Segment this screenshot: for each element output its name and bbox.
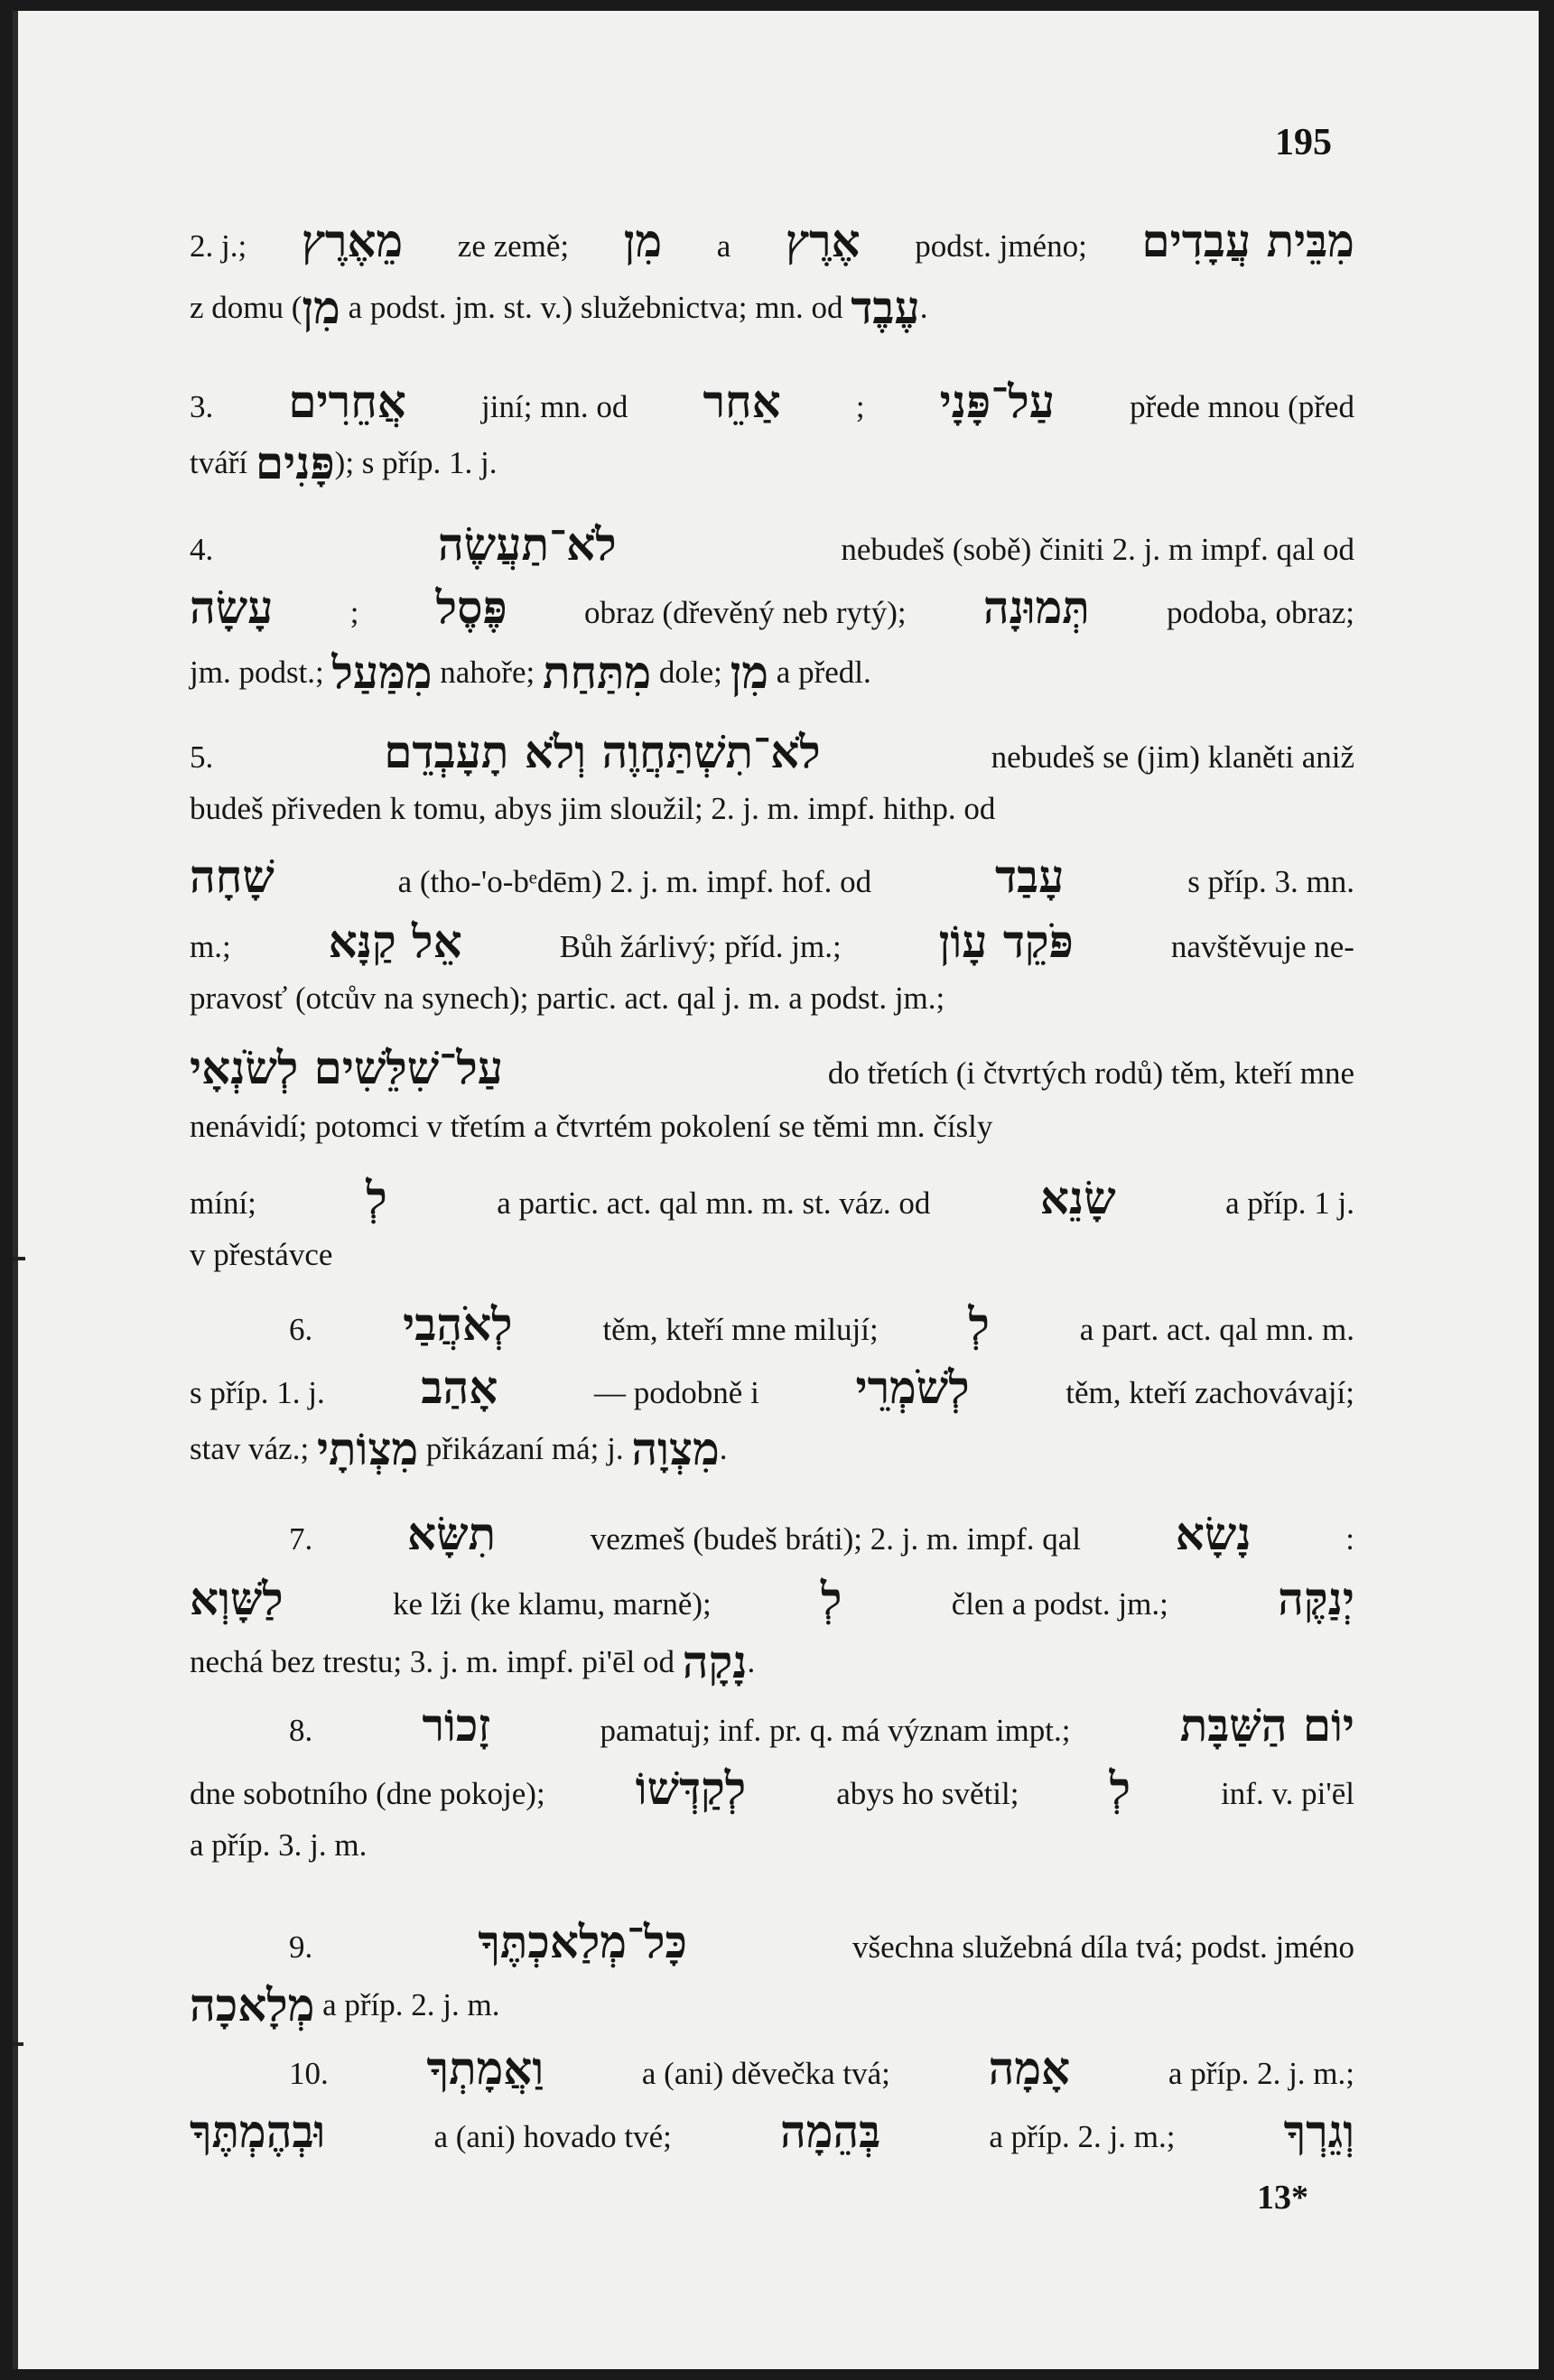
- line-19: [190, 1422, 1354, 1475]
- line-9: [190, 793, 1354, 824]
- hebrew-word: לְשֹׁמְרֵי: [855, 1361, 970, 1414]
- hebrew-word: מִצְוָה: [631, 1422, 720, 1475]
- text: a předl.: [768, 655, 871, 690]
- line-14: [190, 1111, 1354, 1142]
- hebrew-word: פָּנִים: [255, 436, 335, 489]
- text: 3.: [190, 389, 214, 424]
- hebrew-word: מֵאֶרֶץ: [301, 214, 404, 267]
- text: pamatuj; inf. pr. q. má význam impt.;: [600, 1713, 1071, 1748]
- hebrew-word: זָכוֹר: [422, 1698, 491, 1752]
- hebrew-word: מִן: [623, 214, 663, 267]
- text: člen a podst. jm.;: [951, 1586, 1168, 1622]
- line-20: [289, 1507, 1354, 1560]
- text: 10.: [289, 2056, 329, 2091]
- hebrew-word: עָבַד: [995, 850, 1065, 903]
- text: těm, kteří mne milují;: [602, 1312, 879, 1347]
- text: tváří: [190, 445, 256, 480]
- text: — podobně i: [594, 1375, 759, 1410]
- hebrew-word: וְגֵרְךָ: [1283, 2105, 1354, 2158]
- line-17: [289, 1297, 1354, 1351]
- hebrew-word: עָשָׂה: [190, 581, 274, 634]
- line-15: [190, 1171, 1354, 1224]
- book-page: [13, 11, 1539, 2369]
- text: jm. podst.;: [190, 655, 332, 690]
- hebrew-word: נָשָׂא: [1175, 1507, 1252, 1560]
- line-29: [190, 2105, 1354, 2158]
- hebrew-word: לְקַדְּשׁוֹ: [635, 1762, 747, 1815]
- hebrew-word: יְנַקֶּה: [1278, 1572, 1354, 1625]
- hebrew-word: יוֹם הַשַּׁבָּת: [1179, 1698, 1354, 1752]
- text: podst. jméno;: [915, 228, 1087, 264]
- hebrew-word: עַל־פָּנָי: [939, 375, 1056, 428]
- text: ;: [855, 389, 865, 424]
- hebrew-word: פֶּסֶל: [435, 581, 507, 634]
- line-26: [289, 1915, 1354, 1968]
- text: :: [1345, 1521, 1354, 1557]
- line-6: [190, 581, 1354, 634]
- hebrew-word: שָׂנֵא: [1039, 1171, 1116, 1224]
- text: a partic. act. qal mn. m. st. váz. od: [497, 1185, 931, 1221]
- text: nebudeš (sobě) činiti 2. j. m impf. qal od: [841, 532, 1354, 567]
- hebrew-word: אֵל קַנָּא: [328, 915, 462, 968]
- margin-mark: [13, 1257, 25, 1260]
- hebrew-word: וַאֲמָתְךָ: [426, 2041, 544, 2095]
- text: míní;: [190, 1185, 256, 1221]
- text: ke lži (ke klamu, marně);: [392, 1586, 712, 1622]
- text: 9.: [289, 1929, 313, 1965]
- text: a: [716, 228, 731, 264]
- hebrew-word: לְאֹהֲבַי: [403, 1297, 513, 1351]
- hebrew-word: לֹא־תַעֲשֶׂה: [438, 517, 617, 571]
- text: .: [747, 1644, 756, 1679]
- text: nebudeš se (jim) klaněti aniž: [991, 739, 1354, 775]
- text: přede mnou (před: [1130, 389, 1354, 424]
- line-3: [190, 375, 1354, 428]
- text: a příp. 2. j. m.: [314, 1987, 500, 2022]
- hebrew-word: מִצְוֹתָי: [316, 1422, 419, 1475]
- text: a (ani) děvečka tvá;: [641, 2056, 890, 2091]
- text: nenávidí; potomci v třetím a čtvrtém pokolení se těmi mn. čísly: [190, 1109, 993, 1144]
- hebrew-word: מִמַּעַל: [331, 646, 433, 699]
- line-21: [190, 1572, 1354, 1625]
- line-23: [289, 1698, 1354, 1752]
- text: vezmeš (budeš bráti); 2. j. m. impf. qal: [590, 1521, 1082, 1557]
- text: budeš přiveden k tomu, abys jim sloužil; 2. j. m. impf. hithp. od: [190, 791, 996, 826]
- text: a příp. 3. j. m.: [190, 1827, 368, 1863]
- text: .: [719, 1431, 728, 1466]
- hebrew-word: לְ: [821, 1572, 842, 1625]
- text: všechna služebná díla tvá; podst. jméno: [852, 1929, 1354, 1965]
- text: a příp. 2. j. m.;: [1168, 2056, 1354, 2091]
- line-7: [190, 646, 1354, 699]
- text: 4.: [190, 532, 214, 567]
- signature-mark: 13*: [1257, 2179, 1308, 2217]
- hebrew-word: אָהַב: [421, 1361, 498, 1414]
- hebrew-word: תִשָּׂא: [406, 1507, 496, 1560]
- line-16: [190, 1239, 1354, 1270]
- line-24: [190, 1762, 1354, 1815]
- hebrew-word: אָמָה: [988, 2041, 1071, 2095]
- hebrew-word: פֹּקֵד עָוֹן: [938, 915, 1074, 968]
- hebrew-phrase: עַל־שִׁלֵּשִׁים לְשֹׂנְאָי: [190, 1041, 503, 1094]
- text: obraz (dřevěný neb rytý);: [583, 595, 907, 630]
- line-1: [190, 214, 1354, 267]
- line-13: [190, 1041, 1354, 1094]
- hebrew-phrase: לֹא־תִשְׁתַּחֲוֶה וְלֹא תָעָבְדֵם: [384, 725, 821, 778]
- line-4: [190, 436, 1354, 489]
- line-22: [190, 1635, 1354, 1688]
- hebrew-word: לַשָּׁוְא: [190, 1572, 284, 1625]
- text: s příp. 1. j.: [190, 1375, 325, 1410]
- text: a podst. jm. st. v.) služebnictva; mn. od: [340, 290, 851, 325]
- text: .: [919, 290, 928, 325]
- text: stav váz.;: [190, 1431, 317, 1466]
- text: v přestávce: [190, 1237, 333, 1272]
- text: inf. v. pi'ēl: [1221, 1776, 1354, 1811]
- text: m.;: [190, 929, 231, 964]
- line-5: [190, 517, 1354, 571]
- text: Bůh žárlivý; příd. jm.;: [559, 929, 842, 964]
- text: jiní; mn. od: [481, 389, 628, 424]
- line-27: [190, 1978, 1354, 2031]
- margin-mark: [13, 2042, 23, 2046]
- hebrew-word: מִבֵּית עֲבָדִים: [1141, 214, 1354, 267]
- hebrew-word: מִן: [730, 646, 769, 699]
- text: s příp. 3. mn.: [1187, 864, 1354, 899]
- hebrew-word: וּבְהֶמְתֶּךָ: [190, 2105, 326, 2158]
- text: přikázaní má; j.: [418, 1431, 632, 1466]
- text: 6.: [289, 1312, 313, 1347]
- text: pravosť (otcův na synech); partic. act. qal j. m. a podst. jm.;: [190, 981, 945, 1016]
- hebrew-word: בְּהֵמָה: [779, 2105, 881, 2158]
- text: do třetích (i čtvrtých rodů) těm, kteří mne: [827, 1055, 1354, 1091]
- text: nahoře;: [432, 655, 543, 690]
- hebrew-word: תְּמוּנָה: [982, 581, 1090, 634]
- hebrew-word: מִן: [302, 281, 340, 334]
- hebrew-word: אַחֵר: [703, 375, 781, 428]
- text: dne sobotního (dne pokoje);: [190, 1776, 545, 1811]
- text: ); s příp. 1. j.: [334, 445, 498, 480]
- text: a (tho-'o-bᵉdēm) 2. j. m. impf. hof. od: [397, 864, 872, 899]
- text: těm, kteří zachovávají;: [1065, 1375, 1354, 1410]
- text: 8.: [289, 1713, 313, 1748]
- line-12: [190, 982, 1354, 1014]
- line-8: [190, 725, 1354, 778]
- line-2: [190, 281, 1354, 334]
- hebrew-word: אֶרֶץ: [785, 214, 861, 267]
- text: a příp. 2. j. m.;: [989, 2119, 1176, 2154]
- text: podoba, obraz;: [1167, 595, 1354, 630]
- text: ze země;: [457, 228, 570, 264]
- text: abys ho světil;: [836, 1776, 1019, 1811]
- line-28: [289, 2041, 1354, 2095]
- page-number: 195: [1275, 122, 1332, 163]
- hebrew-word: נָקָה: [682, 1635, 748, 1688]
- hebrew-word: אֲחֵרִים: [288, 375, 406, 428]
- text: nechá bez trestu; 3. j. m. impf. pi'ēl od: [190, 1644, 683, 1679]
- hebrew-word: מִתַּחַת: [542, 646, 652, 699]
- text: 5.: [190, 739, 214, 775]
- text: navštěvuje ne-: [1170, 929, 1354, 964]
- hebrew-word: לְ: [1109, 1762, 1131, 1815]
- hebrew-word: לְ: [968, 1297, 990, 1351]
- line-18: [190, 1361, 1354, 1414]
- text: dole;: [651, 655, 730, 690]
- hebrew-word: לְ: [366, 1171, 387, 1224]
- text: a part. act. qal mn. m.: [1079, 1312, 1354, 1347]
- hebrew-word: כָּל־מְלַאכְתֶּךָ: [478, 1915, 687, 1968]
- line-10: [190, 850, 1354, 903]
- hebrew-word: מְלָאכָה: [190, 1978, 315, 2031]
- text: ;: [349, 595, 359, 630]
- text: a (ani) hovado tvé;: [433, 2119, 672, 2154]
- text: a příp. 1 j.: [1225, 1185, 1354, 1221]
- text: 2. j.;: [190, 228, 247, 264]
- text: z domu (: [190, 290, 302, 325]
- line-25: [190, 1829, 1354, 1861]
- hebrew-word: שָׁחָה: [190, 850, 275, 903]
- line-11: [190, 915, 1354, 968]
- text: 7.: [289, 1521, 313, 1557]
- hebrew-word: עֶבֶד: [851, 281, 920, 334]
